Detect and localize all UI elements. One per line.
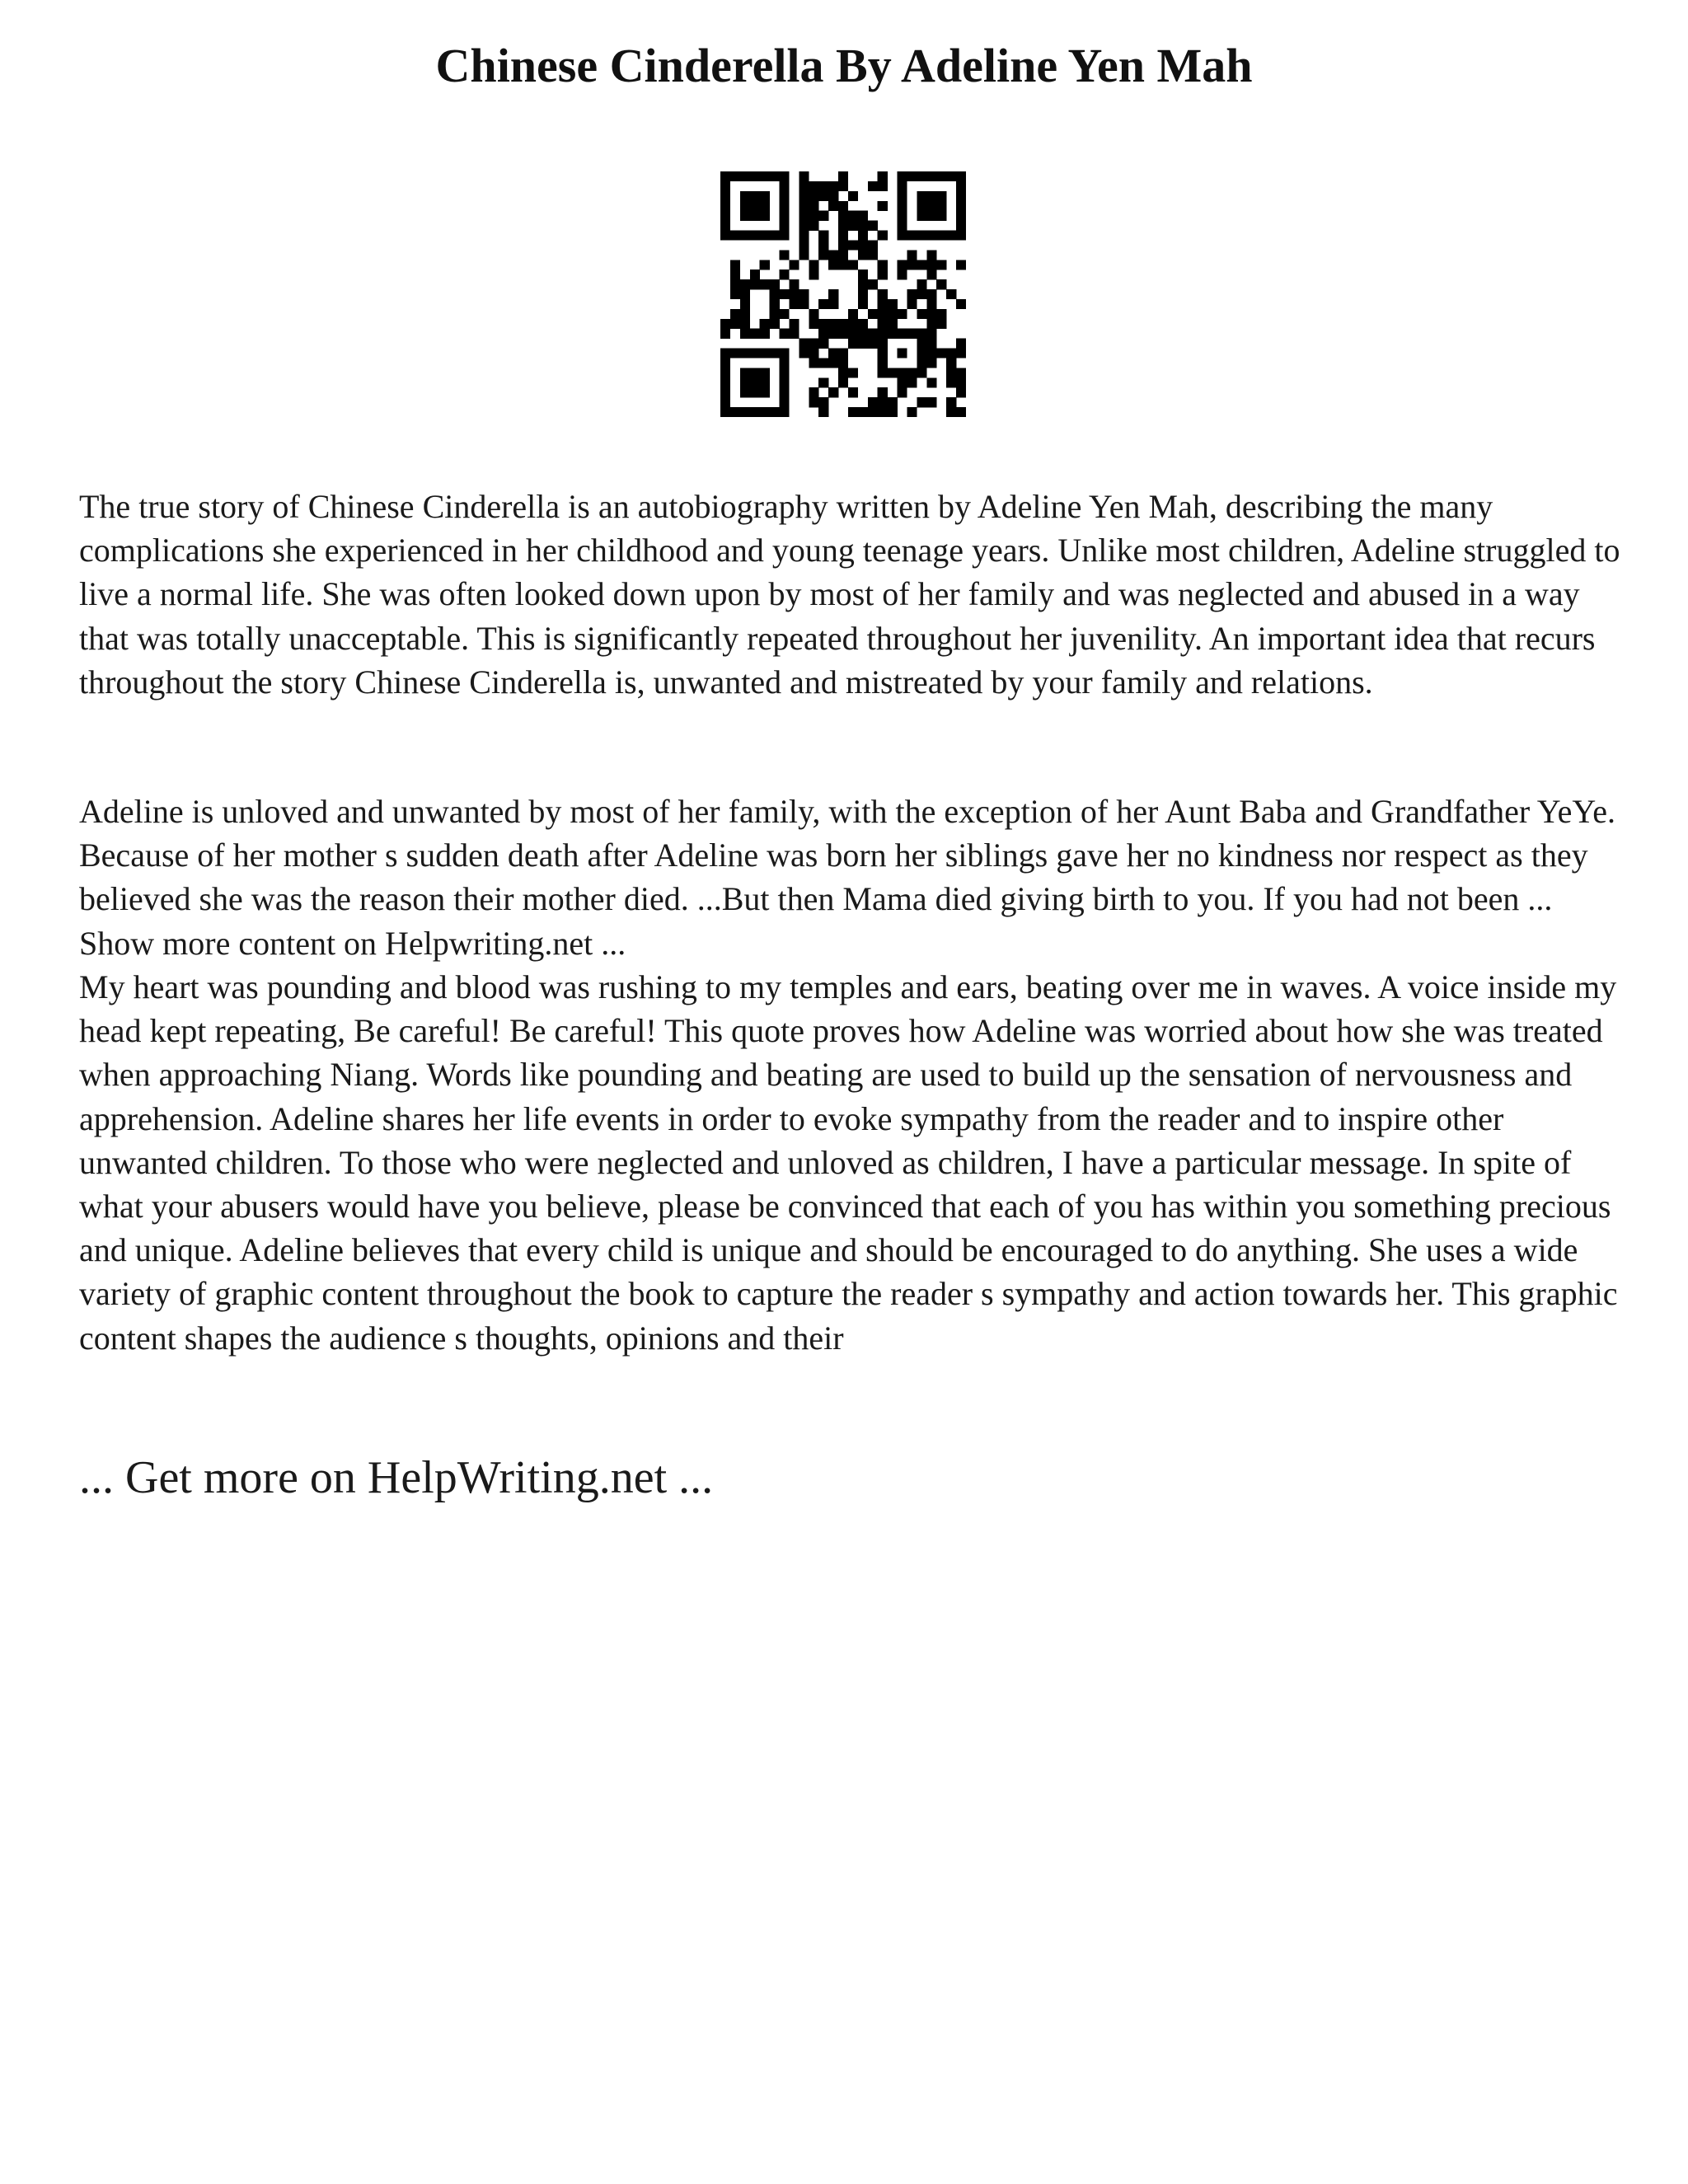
page-title: Chinese Cinderella By Adeline Yen Mah: [435, 39, 1253, 92]
paragraph-intro: The true story of Chinese Cinderella is an autobiography written by Adeline Yen Mah, describing the many complications she experienced in her childhood and young teenage years. Unlike most children, Adeline struggled to live a normal life. She was often looked down upon by most of her family and was neglected and abused in a way that was totally unacceptable. This is significantly repeated throughout her juvenility. An important idea that recurs throughout the story Chinese Cinderella is, unwanted and mistreated by your family and relations.: [79, 488, 1620, 701]
get-more-link[interactable]: ... Get more on HelpWriting.net ...: [79, 1452, 714, 1503]
paragraph-family: Adeline is unloved and unwanted by most of her family, with the exception of her Aunt Baba and Grandfather YeYe. Because of her mother s sudden death after Adeline was born her siblings gave her no kindness nor respect as they believed she was the reason their mother died. ...But then Mama died giving birth to you. If you had not been ... Show more content on Helpwriting.net ...: [79, 793, 1616, 962]
qr-code-icon: [720, 171, 966, 417]
paragraph-quote: My heart was pounding and blood was rushing to my temples and ears, beating over me in waves. A voice inside my head kept repeating, Be careful! Be careful! This quote proves how Adeline was worried about how she was treated when approaching Niang. Words like pounding and beating are used to build up the sensation of nervousness and apprehension. Adeline shares her life events in order to evoke sympathy from the reader and to inspire other unwanted children. To those who were neglected and unloved as children, I have a particular message. In spite of what your abusers would have you believe, please be convinced that each of you has within you something precious and unique. Adeline believes that every child is unique and should be encouraged to do anything. She uses a wide variety of graphic content throughout the book to capture the reader s sympathy and action towards her. This graphic content shapes the audience s thoughts, opinions and their: [79, 968, 1618, 1357]
